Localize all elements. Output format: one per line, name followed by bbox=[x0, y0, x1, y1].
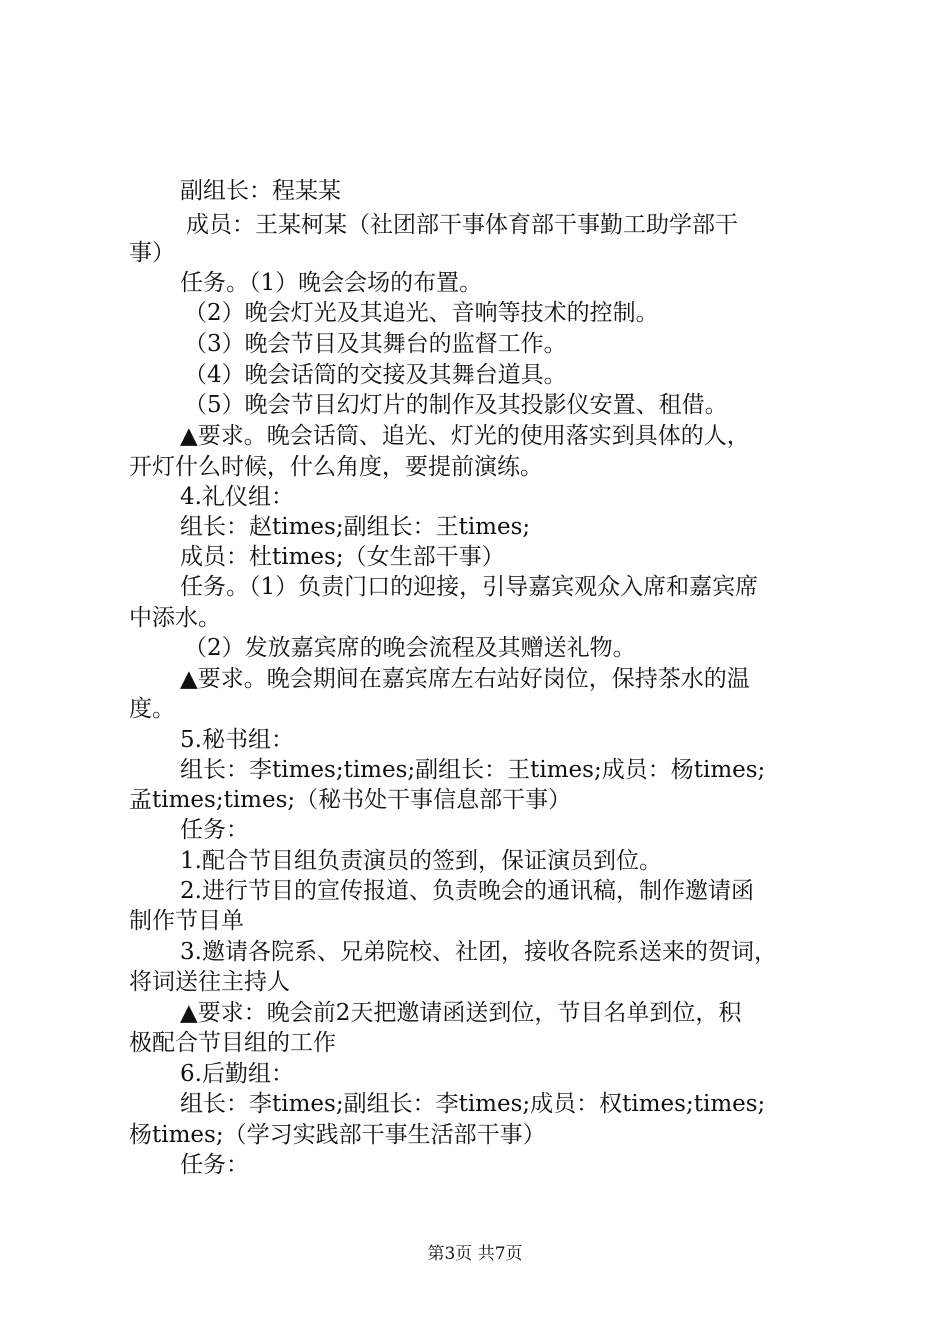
text-line: 组长：赵times;副组长：王times; bbox=[180, 514, 531, 540]
text-line: 制作节目单 bbox=[129, 908, 244, 934]
text-line: （2）晚会灯光及其追光、音响等技术的控制。 bbox=[184, 300, 659, 326]
text-line: ▲要求。晚会期间在嘉宾席左右站好岗位，保持茶水的温 bbox=[180, 666, 750, 692]
text-line: 任务： bbox=[180, 1152, 249, 1178]
text-line: 任务。（1）晚会会场的布置。 bbox=[180, 270, 483, 296]
section-heading: 5.秘书组： bbox=[180, 727, 294, 753]
text-line: 2.进行节目的宣传报道、负责晚会的通讯稿，制作邀请函 bbox=[180, 878, 754, 904]
text-line: 成员：王某柯某（社团部干事体育部干事勤工助学部干 bbox=[186, 212, 738, 238]
text-line: ▲要求：晚会前2天把邀请函送到位，节目名单到位，积 bbox=[180, 1000, 742, 1026]
text-line: （3）晚会节目及其舞台的监督工作。 bbox=[184, 331, 567, 357]
text-line: ▲要求。晚会话筒、追光、灯光的使用落实到具体的人， bbox=[180, 423, 750, 449]
text-line: 1.配合节目组负责演员的签到，保证演员到位。 bbox=[180, 848, 662, 874]
text-line: 度。 bbox=[129, 696, 175, 722]
text-line: （2）发放嘉宾席的晚会流程及其赠送礼物。 bbox=[184, 635, 636, 661]
text-line: 成员：杜times;（女生部干事） bbox=[180, 544, 505, 570]
text-line: 将词送往主持人 bbox=[129, 969, 290, 995]
text-line: （5）晚会节目幻灯片的制作及其投影仪安置、租借。 bbox=[184, 392, 728, 418]
page-number-footer: 第3页 共7页 bbox=[427, 1244, 523, 1264]
section-heading: 6.后勤组： bbox=[180, 1061, 294, 1087]
text-line: 中添水。 bbox=[129, 605, 221, 631]
text-line: 副组长：程某某 bbox=[180, 178, 341, 204]
text-line: 组长：李times;副组长：李times;成员：权times;times; bbox=[180, 1091, 766, 1117]
text-line: 任务。（1）负责门口的迎接，引导嘉宾观众入席和嘉宾席 bbox=[180, 574, 759, 600]
text-line: 事） bbox=[129, 240, 175, 266]
text-line: （4）晚会话筒的交接及其舞台道具。 bbox=[184, 362, 567, 388]
text-line: 杨times;（学习实践部干事生活部干事） bbox=[129, 1122, 546, 1148]
text-line: 3.邀请各院系、兄弟院校、社团，接收各院系送来的贺词， bbox=[180, 939, 777, 965]
text-line: 开灯什么时候，什么角度，要提前演练。 bbox=[129, 454, 543, 480]
text-line: 孟times;times;（秘书处干事信息部干事） bbox=[129, 787, 572, 813]
text-line: 任务： bbox=[180, 817, 249, 843]
section-heading: 4.礼仪组： bbox=[180, 484, 294, 510]
text-line: 组长：李times;times;副组长：王times;成员：杨times; bbox=[180, 757, 766, 783]
text-line: 极配合节目组的工作 bbox=[129, 1030, 336, 1056]
